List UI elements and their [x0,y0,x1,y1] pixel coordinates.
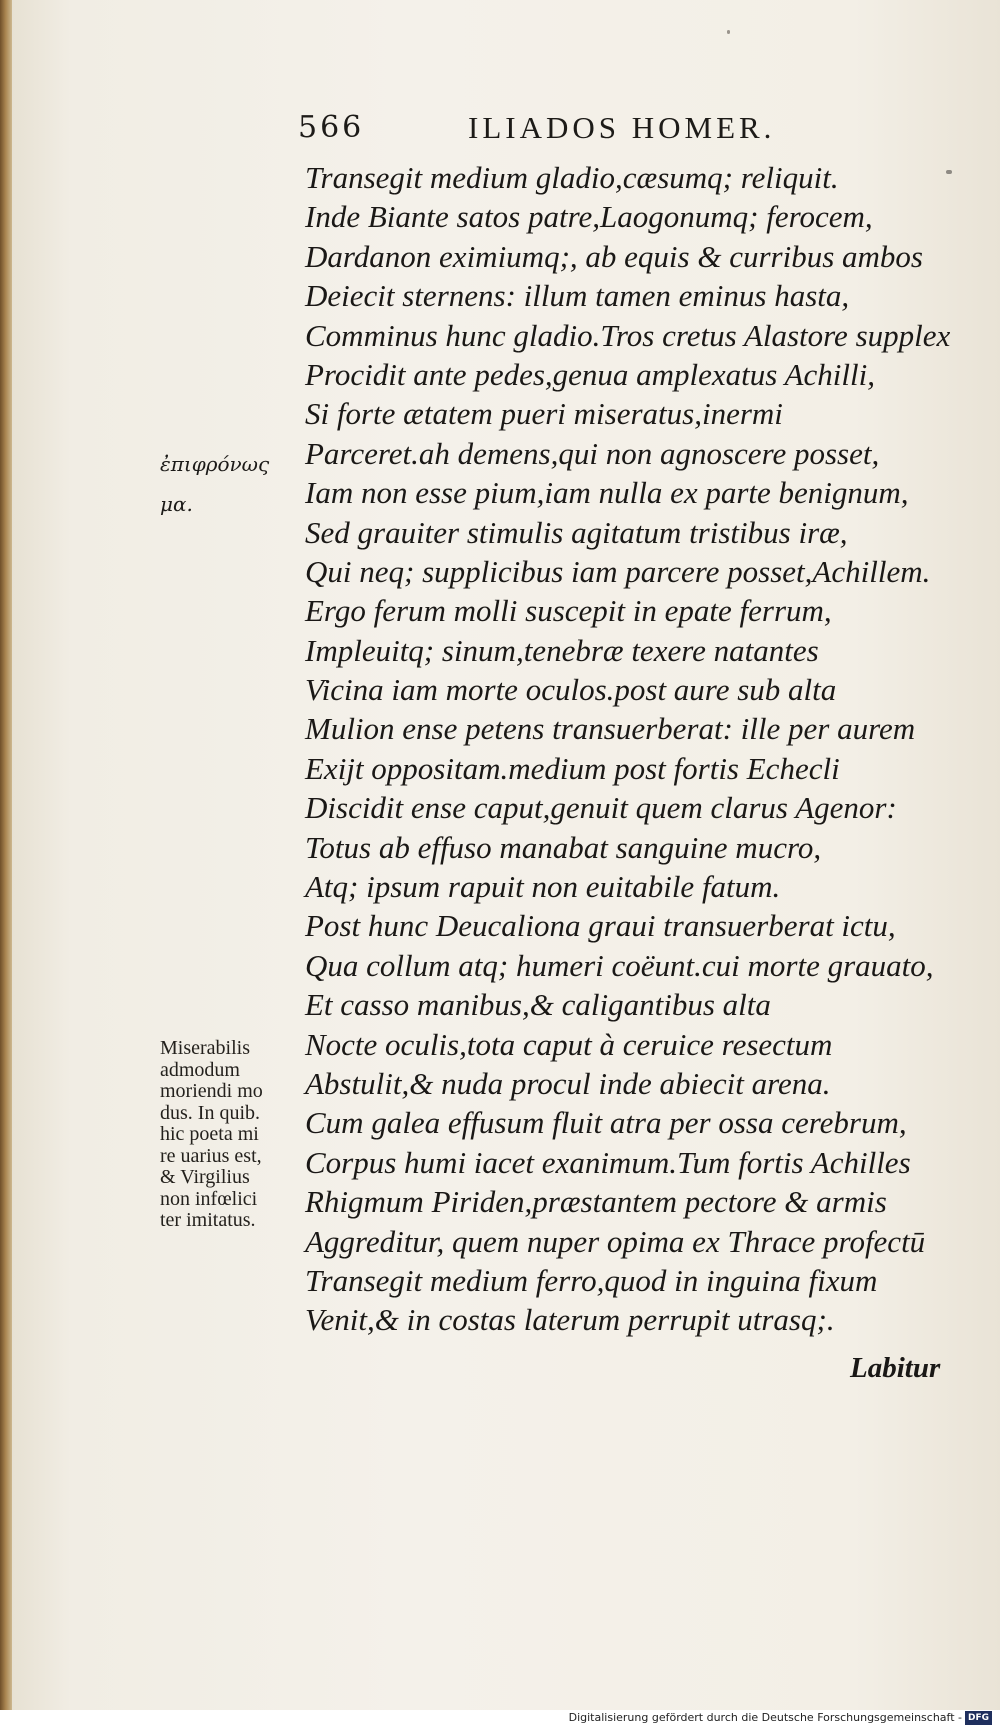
marginal-note-line: hic poeta mi [160,1123,259,1145]
verse-line: Cum galea effusum fluit atra per ossa cerebrum, [305,1105,907,1141]
verse-line: Comminus hunc gladio.Tros cretus Alastore supplex [305,317,951,353]
greek-note-line: μα. [160,492,193,516]
marginal-note [160,1038,300,1232]
greek-marginal-note [160,444,280,524]
marginal-note-line: non infœlici [160,1187,258,1210]
page-number: 566 [298,110,365,145]
verse-block [305,158,955,1340]
verse-line: Impleuitq; sinum,tenebræ texere natantes [305,632,819,668]
verse-line: Transegit medium ferro,quod in inguina fixum [305,1262,878,1298]
verse-line: Sed grauiter stimulis agitatum tristibus iræ, [305,514,848,550]
verse-line: Deiecit sternens: illum tamen eminus hasta, [305,278,850,314]
verse-line: Rhigmum Piriden,præstantem pectore & armis [305,1184,887,1220]
verse-line: Totus ab effuso manabat sanguine mucro, [305,829,822,865]
verse-line: Qui neq; supplicibus iam parcere posset,Achillem. [305,553,931,589]
funding-credit: Digitalisierung gefördert durch die Deutsche Forschungsgemeinschaft - [568,1711,962,1724]
paper-speck [727,30,730,34]
verse-line: Vicina iam morte oculos.post aure sub alta [305,672,837,708]
verse-line: Si forte ætatem pueri miseratus,inermi [305,396,783,432]
verse-line: Nocte oculis,tota caput à ceruice resectum [305,1026,833,1062]
verse-line: Abstulit,& nuda procul inde abiecit arena. [305,1065,831,1101]
marginal-note-line: Miserabilis [160,1037,250,1059]
verse-line: Ergo ferum molli suscepit in epate ferrum, [305,593,832,629]
verse-line: Et casso manibus,& caligantibus alta [305,987,771,1023]
verse-line: Mulion ense petens transuerberat: ille per aurem [305,711,916,747]
verse-line: Qua collum atq; humeri coëunt.cui morte grauato, [305,947,934,983]
digitization-footer [0,1710,1000,1727]
marginal-note-line: dus. In quib. [160,1101,260,1124]
verse-line: Parceret.ah demens,qui non agnoscere posset, [305,435,880,471]
verse-line: Iam non esse pium,iam nulla ex parte benignum, [305,475,909,511]
marginal-note-line: moriendi mo [160,1080,263,1102]
verse-line: Exijt oppositam.medium post fortis Echecli [305,750,840,786]
verse-line: Procidit ante pedes,genua amplexatus Achilli, [305,356,875,392]
catchword: Labitur [850,1352,941,1384]
dfg-logo: DFG [965,1711,992,1725]
verse-line: Post hunc Deucaliona graui transuerberat ictu, [305,908,896,944]
verse-line: Venit,& in costas laterum perrupit utrasq;. [305,1302,835,1338]
greek-note-line: ἐπιφρόνως [160,452,270,476]
verse-line: Inde Biante satos patre,Laogonumq; ferocem, [305,199,873,235]
verse-line: Atq; ipsum rapuit non euitabile fatum. [305,869,781,905]
verse-line: Discidit ense caput,genuit quem clarus Agenor: [305,790,897,826]
marginal-note-line: ter imitatus. [160,1209,256,1231]
verse-line: Aggreditur, quem nuper opima ex Thrace profectū [305,1223,926,1259]
verse-line: Transegit medium gladio,cæsumq; reliquit. [305,160,839,195]
verse-line: Corpus humi iacet exanimum.Tum fortis Achilles [305,1144,911,1180]
marginal-note-line: & Virgilius [160,1166,250,1188]
verse-line: Dardanon eximiumq;, ab equis & curribus ambos [305,238,923,274]
running-title: ILIADOS HOMER. [468,110,776,145]
page-header [298,110,938,156]
marginal-note-line: admodum [160,1058,240,1081]
marginal-note-line: re uarius est, [160,1144,262,1167]
